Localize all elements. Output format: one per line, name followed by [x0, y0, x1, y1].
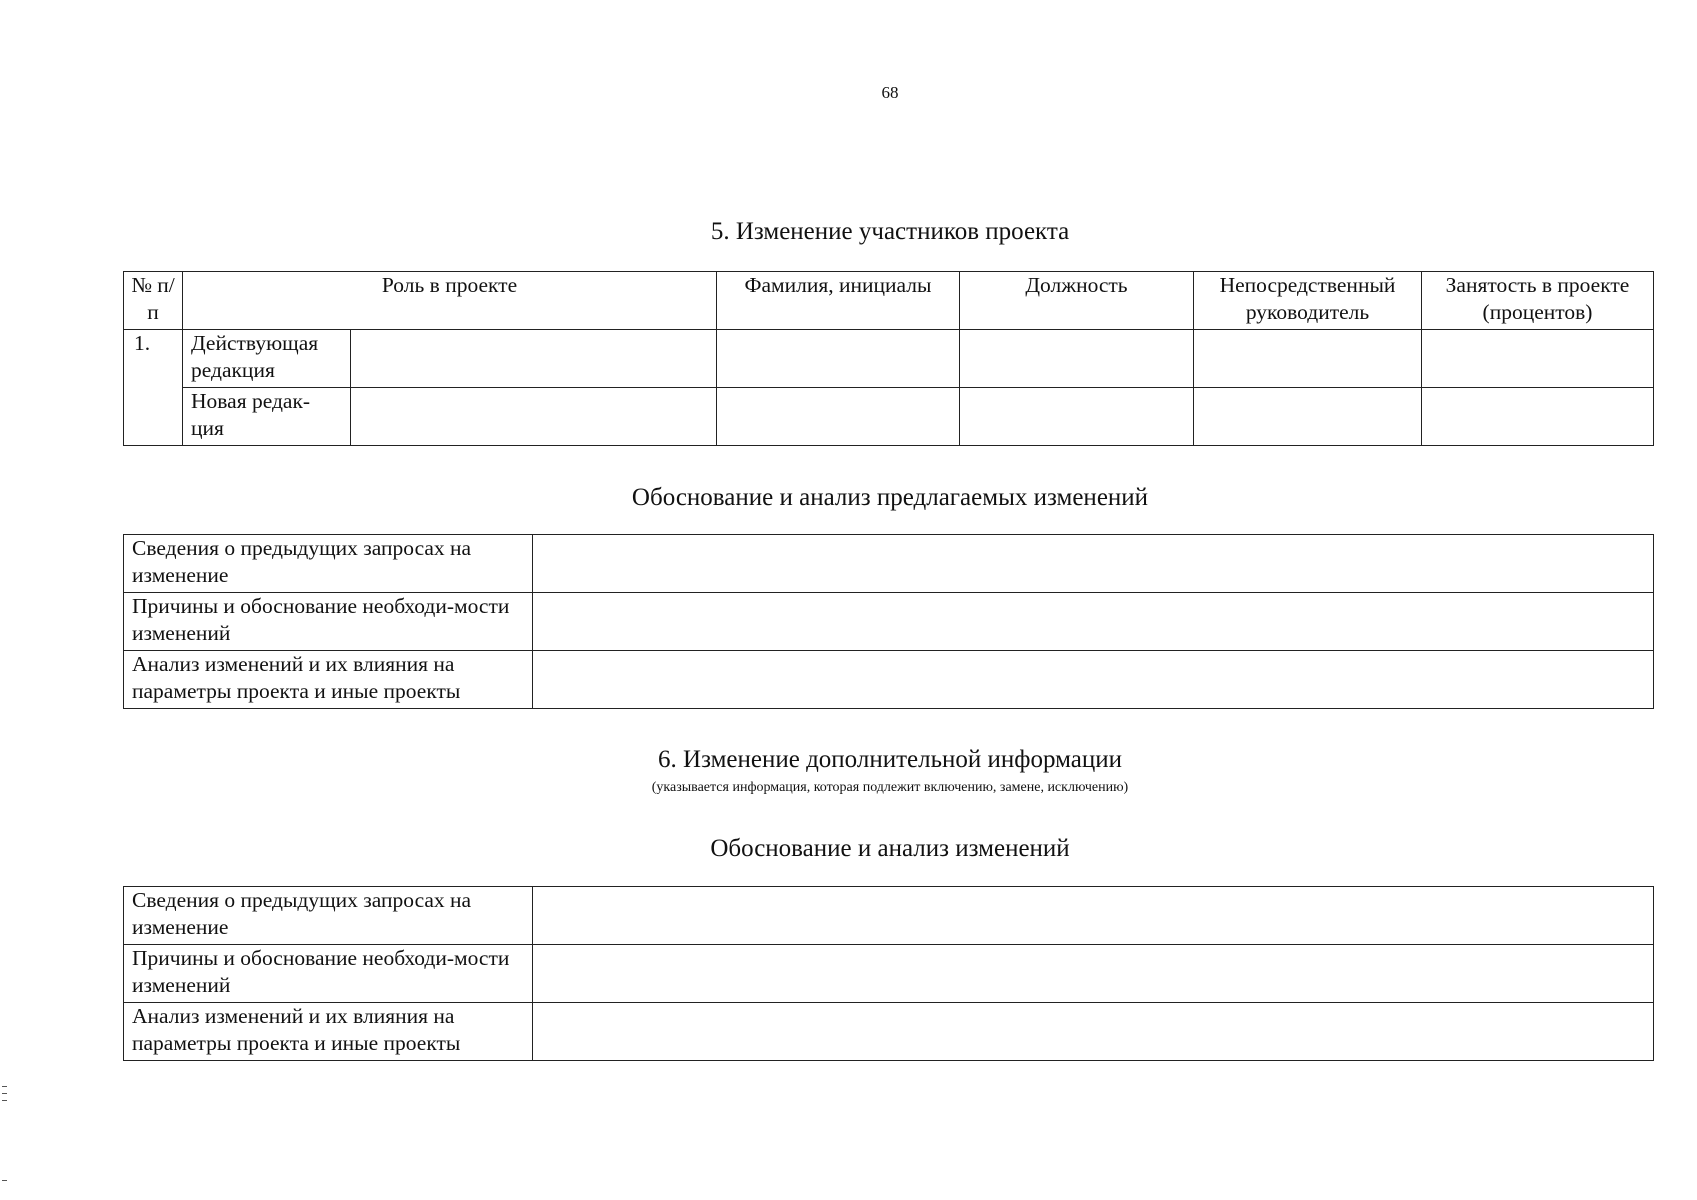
section6-title: 6. Изменение дополнительной информации	[658, 746, 1122, 773]
row-label: Причины и обоснование необходи-мости изменений	[124, 593, 533, 651]
value-cell[interactable]	[533, 593, 1654, 651]
edition-label: Действующая редакция	[183, 330, 351, 388]
section6-subtitle: (указывается информация, которая подлежит включению, замене, исключению)	[651, 780, 1129, 795]
value-cell[interactable]	[533, 651, 1654, 709]
participants-table	[123, 271, 1654, 446]
justification2-title: Обоснование и анализ изменений	[710, 835, 1070, 862]
table-row	[124, 388, 1654, 446]
justification1-table	[123, 534, 1654, 709]
manager-cell[interactable]	[1194, 330, 1422, 388]
row-label: Сведения о предыдущих запросах на изменение	[124, 887, 533, 945]
row-number: 1.	[124, 330, 183, 446]
employment-cell[interactable]	[1422, 388, 1654, 446]
header-employment: Занятость в проекте (процентов)	[1422, 272, 1654, 330]
margin-mark	[2, 1180, 7, 1181]
header-manager: Непосредственный руководитель	[1194, 272, 1422, 330]
table-row	[124, 330, 1654, 388]
manager-cell[interactable]	[1194, 388, 1422, 446]
margin-mark	[2, 1093, 7, 1094]
value-cell[interactable]	[533, 535, 1654, 593]
header-num: № п/п	[124, 272, 183, 330]
section5-title: 5. Изменение участников проекта	[710, 218, 1070, 245]
row-label: Анализ изменений и их влияния на параметры проекта и иные проекты	[124, 651, 533, 709]
header-role: Роль в проекте	[183, 272, 717, 330]
value-cell[interactable]	[533, 945, 1654, 1003]
table-row	[124, 1003, 1654, 1061]
justification1-title: Обоснование и анализ предлагаемых изменений	[631, 484, 1149, 511]
table-row	[124, 593, 1654, 651]
table-header-row	[124, 272, 1654, 330]
edition-label: Новая редак-ция	[183, 388, 351, 446]
row-label: Сведения о предыдущих запросах на изменение	[124, 535, 533, 593]
row-label: Анализ изменений и их влияния на параметры проекта и иные проекты	[124, 1003, 533, 1061]
margin-mark	[2, 1100, 7, 1101]
header-name: Фамилия, инициалы	[717, 272, 960, 330]
name-cell[interactable]	[717, 330, 960, 388]
margin-mark	[2, 1086, 7, 1087]
role-cell[interactable]	[351, 330, 717, 388]
header-position: Должность	[960, 272, 1194, 330]
employment-cell[interactable]	[1422, 330, 1654, 388]
table-row	[124, 651, 1654, 709]
page-number: 68	[881, 83, 899, 102]
justification2-table	[123, 886, 1654, 1061]
position-cell[interactable]	[960, 330, 1194, 388]
name-cell[interactable]	[717, 388, 960, 446]
table-row	[124, 945, 1654, 1003]
value-cell[interactable]	[533, 887, 1654, 945]
table-row	[124, 535, 1654, 593]
value-cell[interactable]	[533, 1003, 1654, 1061]
row-label: Причины и обоснование необходи-мости изменений	[124, 945, 533, 1003]
position-cell[interactable]	[960, 388, 1194, 446]
role-cell[interactable]	[351, 388, 717, 446]
table-row	[124, 887, 1654, 945]
